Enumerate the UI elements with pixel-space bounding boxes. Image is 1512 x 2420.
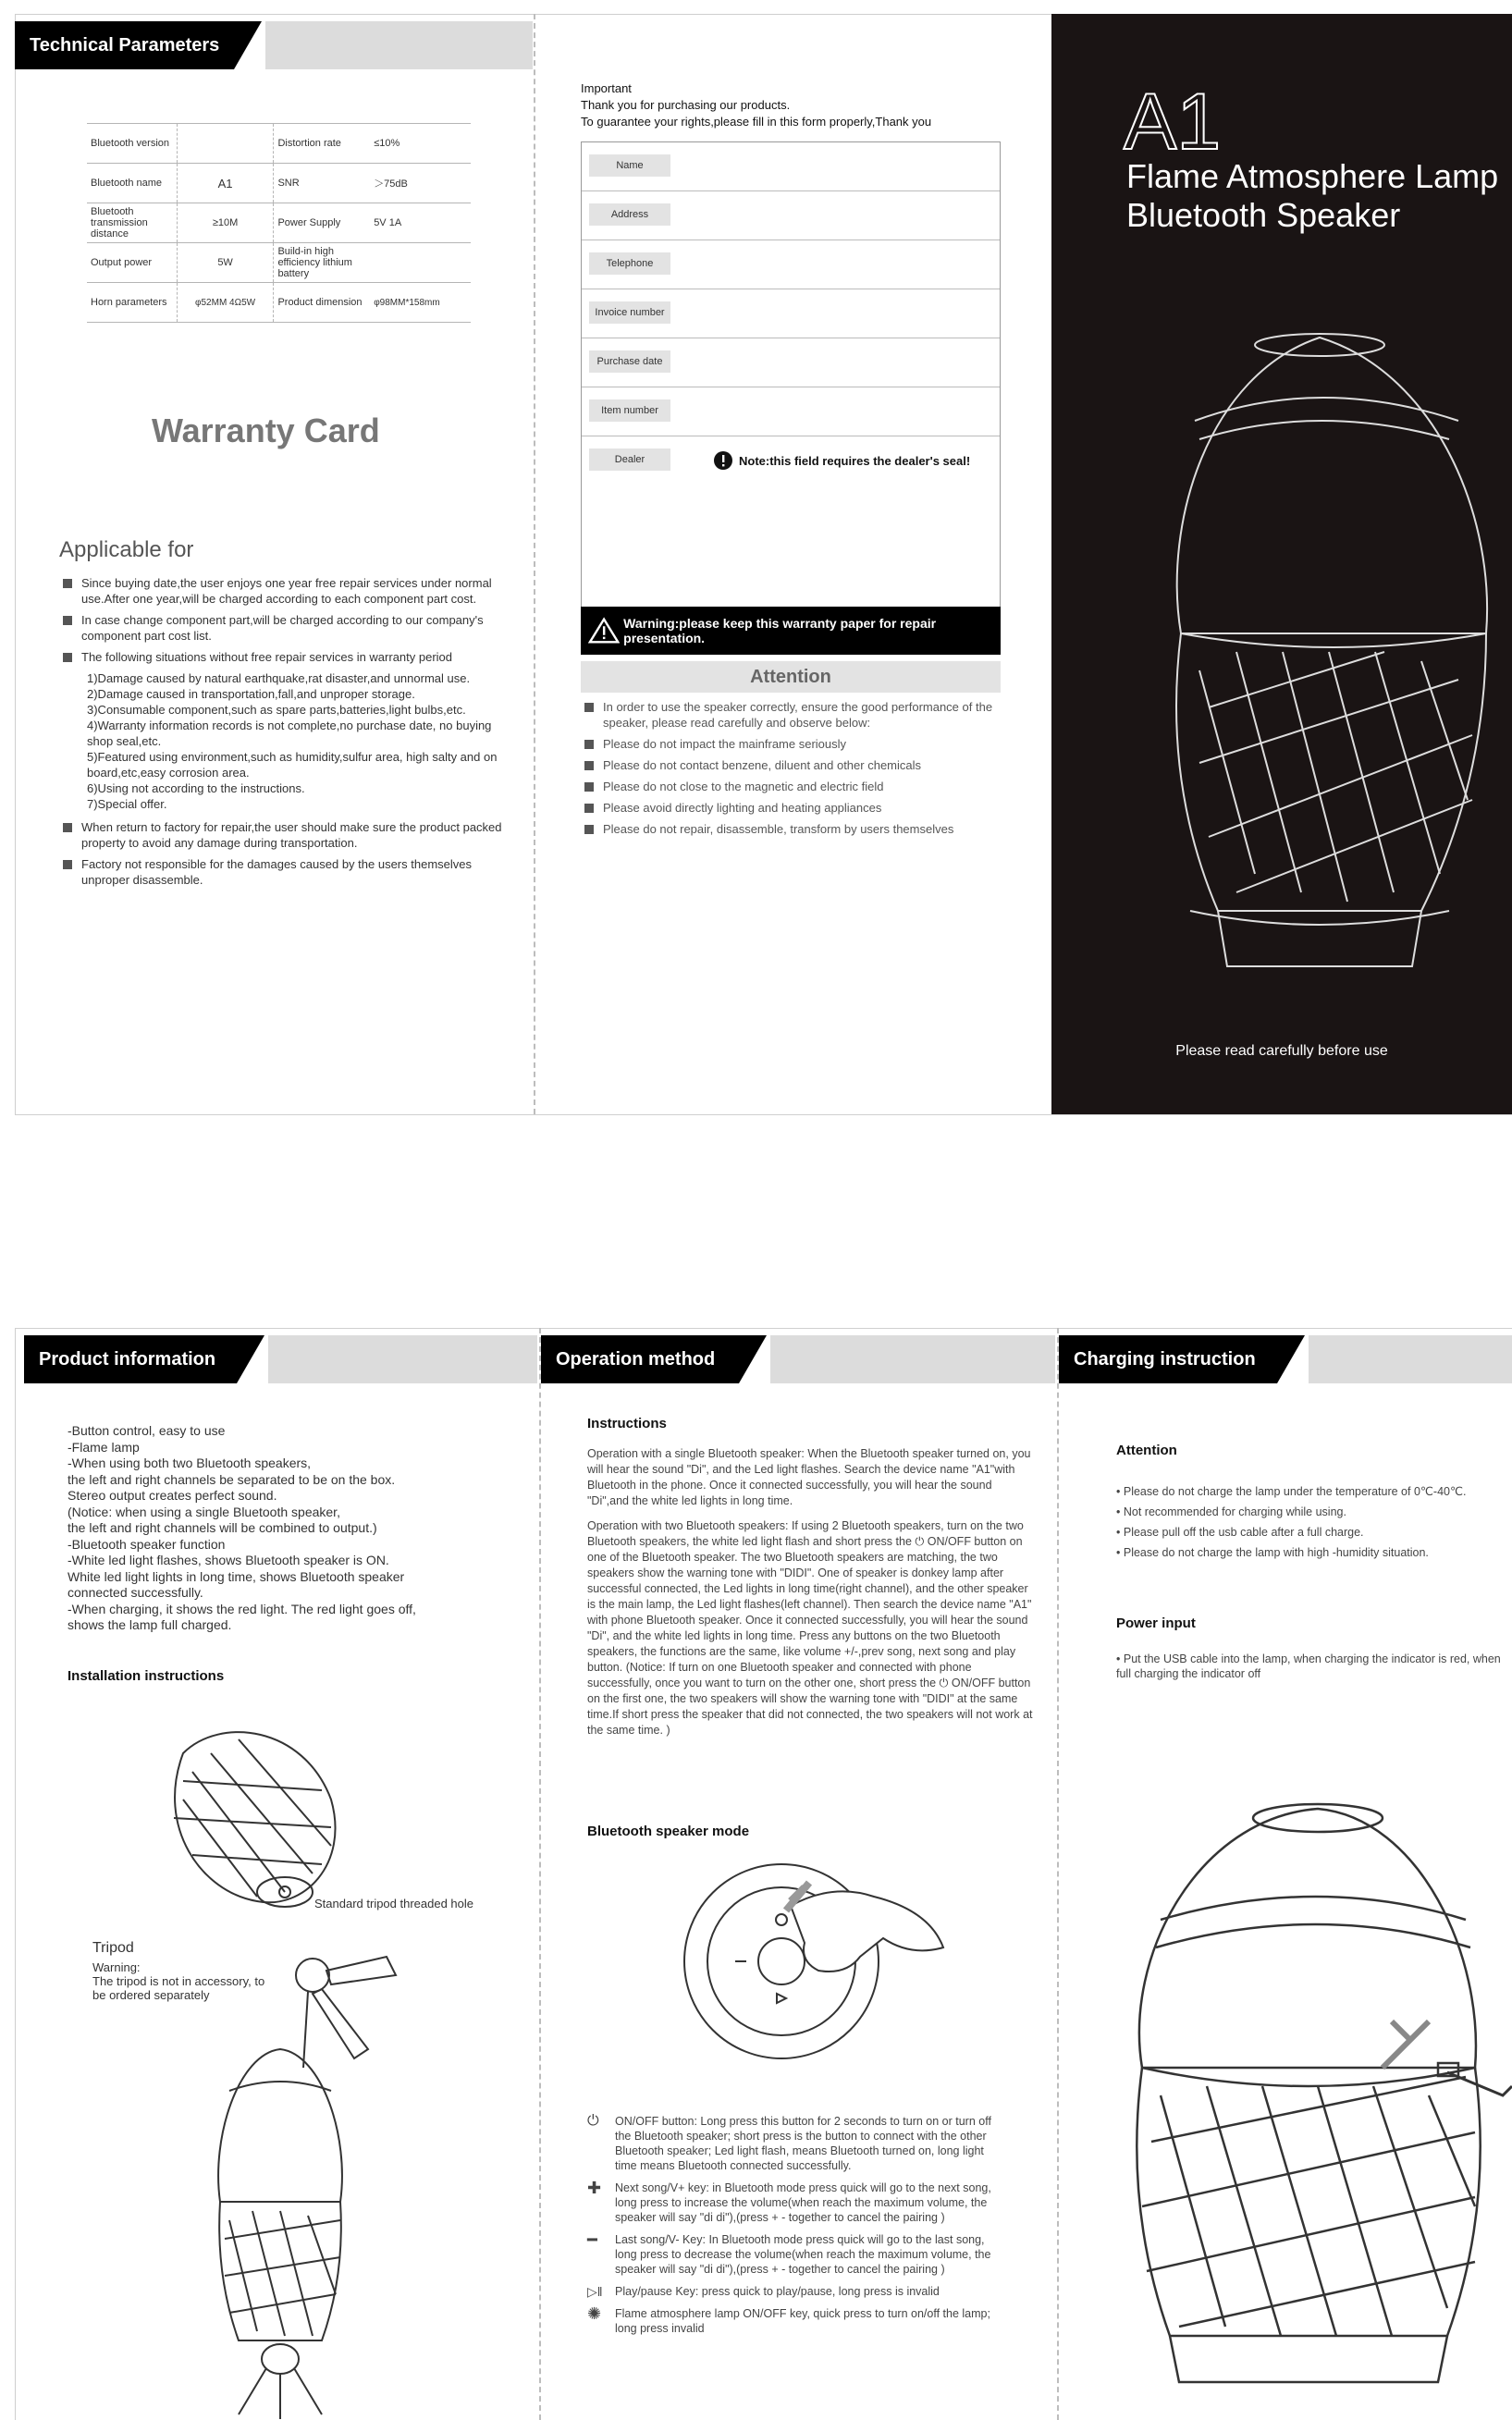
list-item: Please do not contact benzene, diluent and other chemicals [581, 757, 1025, 773]
list-item: connected successfully. [68, 1585, 203, 1600]
list-item: • Not recommended for charging while using. [1116, 1505, 1346, 1518]
power-input-title: Power input [1116, 1615, 1196, 1631]
lamp-side-illustration [146, 1716, 350, 1920]
warranty-title: Warranty Card [152, 412, 380, 449]
list-item: In order to use the speaker correctly, ensure the good performance of the speaker, please read carefully and observe below: [581, 699, 1025, 731]
list-item: shows the lamp full charged. [68, 1617, 232, 1632]
cover-footer: Please read carefully before use [1175, 1043, 1388, 1059]
tripod-warning-label: Warning: [92, 1960, 141, 1974]
tech-params-table [87, 123, 471, 323]
tripod-warning-text: The tripod is not in accessory, to be ordered separately [92, 1974, 265, 2002]
table-row: Bluetooth version Distortion rate ≤10% [87, 124, 471, 164]
charging-lamp-illustration [1105, 1790, 1512, 2401]
list-item: ▷‖ Play/pause Key: press quick to play/pause, long press is invalid [587, 2284, 940, 2299]
plus-icon: ✚ [587, 2179, 602, 2197]
list-item: Stereo output creates perfect sound. [68, 1488, 277, 1503]
list-item: ⏻ ON/OFF button: Long press this button for 2 seconds to turn on or turn off the Bluetooth speaker; short press is the button to connect with the other Bluetooth speaker; Led light flash, means Bluetooth turned on, long light time means Bluetooth connected successfully. [587, 2113, 991, 2172]
power-input-text: • Put the USB cable into the lamp, when charging the indicator is red, when full charging the indicator off [1116, 1652, 1501, 1680]
lamp-illustration [1107, 319, 1512, 994]
product-header-title: Product information [24, 1335, 237, 1383]
list-item: • Please do not charge the lamp with high -humidity situation. [1116, 1546, 1429, 1559]
instructions-dual: Operation with two Bluetooth speakers: If using 2 Bluetooth speakers, turn on the two Bluetooth speakers, the white led light flash and short press the ⏻ ON/OFF button on one of the Bluetooth speaker. The two Bluetooth speakers are matching, the two speakers show the warning tone with "DIDI". One of speaker is donkey lamp after successful connected, the Led lights in long time(right channel), and the other speaker is the main lamp, the Led light flashes(left channel). Then search the device name "A1" with phone Bluetooth speaker. Once it connected successfully, you will hear the sound "Di", and the white led lights in long time. Press any buttons on the two Bluetooth speakers, the functions are the same, like volume +/-,prev song, next song and play button. (Notice: If turn on one Bluetooth speaker and connected with phone successfully, once you want to turn on the other one, short press the ⏻ ON/OFF button on the first one, the two speakers will show the warning tone with "DIDI" at the same time.If short press the speaker that did not connected, the two speakers will not work at the same time. ) [587, 1519, 1033, 1737]
charging-attention-title: Attention [1116, 1443, 1177, 1458]
form-thanks: Thank you for purchasing our products. [581, 98, 791, 112]
flame-lamp-icon: ✺ [587, 2304, 602, 2323]
form-row-telephone[interactable] [582, 240, 1000, 289]
form-row-invoice[interactable] [582, 289, 1000, 338]
form-label: Item number [589, 399, 670, 422]
list-item: • Please pull off the usb cable after a full charge. [1116, 1526, 1364, 1539]
warning-text: Warning:please keep this warranty paper for repair presentation. [623, 616, 937, 645]
install-title: Installation instructions [68, 1668, 225, 1684]
list-item: -Flame lamp [68, 1439, 140, 1455]
tech-header-title: Technical Parameters [15, 21, 234, 69]
list-item: The following situations without free repair services in warranty period [59, 649, 514, 665]
cover-panel [1051, 14, 1512, 1114]
instructions-title: Instructions [587, 1416, 667, 1431]
alert-icon [713, 450, 733, 471]
list-item: In case change component part,will be charged according to our company's component part cost list. [59, 612, 514, 644]
list-item: -Button control, easy to use [68, 1423, 226, 1438]
list-item: Since buying date,the user enjoys one year free repair services under normal use.After one year,will be charged according to each component part cost. [59, 575, 514, 607]
product-features [68, 1423, 530, 1634]
table-row: Bluetooth transmission distance ≥10M Power Supply 5V 1A [87, 203, 471, 243]
tech-header [15, 21, 533, 69]
list-item: • Please do not charge the lamp under the temperature of 0℃-40℃. [1116, 1485, 1467, 1498]
form-row-purchase[interactable] [582, 338, 1000, 387]
list-item: -When using both two Bluetooth speakers, [68, 1456, 312, 1470]
form-row-address[interactable] [582, 191, 1000, 240]
list-item: the left and right channels will be combined to output.) [68, 1520, 377, 1535]
list-item: 7)Special offer. [87, 797, 167, 811]
list-item: Please avoid directly lighting and heating appliances [581, 800, 1025, 816]
form-label: Address [589, 203, 670, 226]
cover-title-line2: Bluetooth Speaker [1126, 196, 1401, 234]
operation-panel [541, 1328, 1055, 2420]
list-item: 1)Damage caused by natural earthquake,rat disaster,and unnormal use. [87, 671, 471, 685]
table-row: Output power 5W Build-in high efficiency lithium battery [87, 243, 471, 283]
charging-header [1059, 1335, 1512, 1383]
instructions-single: Operation with a single Bluetooth speaker: When the Bluetooth speaker turned on, you will hear the sound "Di", and the Led light flashes. Search the device name "A1"with Bluetooth in the phone. Once it connected successfully, you will hear the sound "Di",and the white led lights in long time. [587, 1447, 1031, 1507]
table-row: Bluetooth name A1 SNR ＞75dB [87, 164, 471, 203]
list-item: -Bluetooth speaker function [68, 1536, 226, 1552]
cover-title-line1: Flame Atmosphere Lamp [1126, 157, 1499, 195]
form-panel [536, 14, 1050, 1114]
list-item: -When charging, it shows the red light. The red light goes off, [68, 1601, 416, 1616]
attention-list [581, 699, 1025, 842]
list-item: White led light lights in long time, shows Bluetooth speaker [68, 1568, 405, 1584]
warranty-terms [59, 575, 514, 893]
tripod-label: Tripod [92, 1940, 134, 1956]
warning-icon [588, 617, 620, 645]
form-row-item[interactable] [582, 387, 1000, 436]
form-guarantee: To guarantee your rights,please fill in this form properly,Thank you [581, 115, 932, 129]
form-label: Telephone [589, 252, 670, 275]
applicable-title: Applicable for [59, 537, 194, 562]
table-row: Horn parameters φ52MM 4Ω5W Product dimension φ98MM*158mm [87, 283, 471, 323]
list-item: When return to factory for repair,the user should make sure the product packed property to avoid any damage during transportation. [59, 819, 514, 851]
minus-icon: ━ [587, 2230, 597, 2249]
product-header [24, 1335, 537, 1383]
operation-header [541, 1335, 1055, 1383]
list-item: ✚ Next song/V+ key: in Bluetooth mode press quick will go to the next song, long press to increase the volume(when reach the maximum volume, the speaker will say "di di"),(press + - together to cancel the pairing ) [587, 2179, 991, 2224]
key-list [587, 2114, 1050, 2343]
attention-title: Attention [581, 661, 1001, 693]
form-row-dealer[interactable] [582, 436, 1000, 592]
warranty-form [581, 141, 1001, 655]
list-item: 2)Damage caused in transportation,fall,and unproper storage. [87, 687, 415, 701]
charging-header-title: Charging instruction [1059, 1335, 1277, 1383]
warning-bar [581, 607, 1001, 655]
list-item: 5)Featured using environment,such as humidity,sulfur area, high salty and on board,etc,easy corrosion area. [87, 750, 498, 780]
charging-panel [1059, 1328, 1512, 2420]
form-important: Important [581, 81, 632, 95]
list-item: Please do not repair, disassemble, transform by users themselves [581, 821, 1025, 837]
dealer-note: Note:this field requires the dealer's seal! [739, 453, 971, 468]
control-panel-illustration [670, 1855, 948, 2068]
play-pause-icon: ▷‖ [587, 2284, 603, 2299]
operation-header-title: Operation method [541, 1335, 739, 1383]
warranty-panel [15, 14, 533, 1114]
list-item: ✺ Flame atmosphere lamp ON/OFF key, quick press to turn on/off the lamp; long press invalid [587, 2304, 990, 2335]
list-item: 6)Using not according to the instructions. [87, 781, 305, 795]
list-item: -White led light flashes, shows Bluetooth speaker is ON. [68, 1553, 389, 1567]
form-label: Purchase date [589, 350, 670, 373]
list-item: Factory not responsible for the damages caused by the users themselves unproper disassemble. [59, 856, 514, 888]
list-item: 4)Warranty information records is not complete,no purchase date, no buying shop seal,etc. [87, 719, 492, 748]
lamp-on-tripod-illustration [202, 2045, 359, 2420]
product-panel [17, 1328, 537, 2420]
form-label: Name [589, 154, 670, 177]
cover-model: A1 [1124, 78, 1222, 166]
form-label: Dealer [589, 448, 670, 471]
list-item: Please do not impact the mainframe seriously [581, 736, 1025, 752]
tripod-hole-label: Standard tripod threaded hole [314, 1897, 474, 1910]
form-row-name[interactable] [582, 142, 1000, 191]
mode-title: Bluetooth speaker mode [587, 1824, 750, 1839]
list-item: the left and right channels be separated to be on the box. [68, 1471, 396, 1487]
list-item: (Notice: when using a single Bluetooth speaker, [68, 1504, 340, 1519]
list-item: ━ Last song/V- Key: In Bluetooth mode press quick will go to the last song, long press to decrease the volume(when reach the maximum volume, the speaker will say "di di"),(press + - together to cancel the pairing ) [587, 2230, 991, 2276]
list-item: Please do not close to the magnetic and electric field [581, 779, 1025, 794]
list-item: 3)Consumable component,such as spare parts,batteries,light bulbs,etc. [87, 703, 466, 717]
form-label: Invoice number [589, 301, 670, 324]
power-icon: ⏻ [587, 2113, 599, 2129]
